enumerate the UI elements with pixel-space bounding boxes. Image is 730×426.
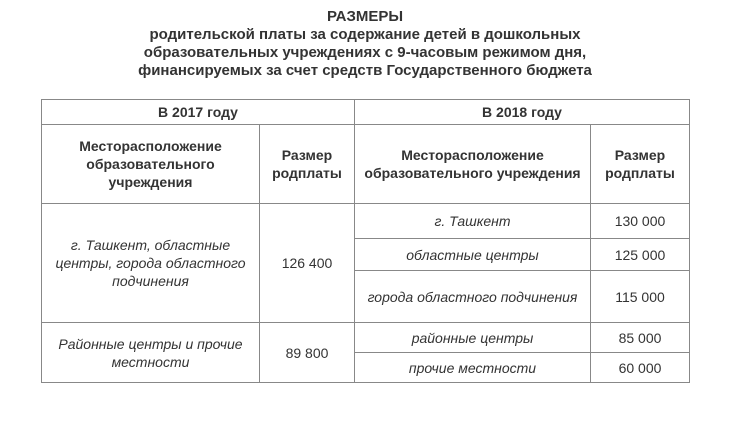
column-header-row: [42, 125, 690, 204]
location-header-2018: Месторасположение образовательного учреждения: [355, 125, 591, 204]
year-header-row: [42, 100, 690, 125]
fee-header-2018: Размер родплаты: [591, 125, 690, 204]
fee-2018-regional-centers: 125 000: [591, 239, 690, 271]
location-2018-regional-cities: города областного подчинения: [355, 271, 591, 323]
document-heading: [0, 8, 730, 80]
location-2018-district-centers: районные центры: [355, 323, 591, 353]
year-2018-header: В 2018 году: [355, 100, 690, 125]
location-2018-regional-centers: областные центры: [355, 239, 591, 271]
location-2018-tashkent: г. Ташкент: [355, 204, 591, 239]
year-2017-header: В 2017 году: [42, 100, 355, 125]
fee-2018-other-areas: 60 000: [591, 353, 690, 383]
location-2017-districts: Районные центры и прочие местности: [42, 323, 260, 383]
document-title: РАЗМЕРЫ: [326, 8, 404, 25]
fee-2017-cities: 126 400: [260, 204, 355, 323]
table-row: [42, 323, 690, 353]
location-2017-cities: г. Ташкент, областные центры, города областного подчинения: [42, 204, 260, 323]
document-subtitle-line-3: финансируемых за счет средств Государственного бюджета: [138, 62, 592, 79]
location-2018-other-areas: прочие местности: [355, 353, 591, 383]
location-header-2017: Месторасположение образовательного учреждения: [42, 125, 260, 204]
fee-2018-regional-cities: 115 000: [591, 271, 690, 323]
document-subtitle-line-1: родительской платы за содержание детей в дошкольных: [149, 26, 581, 43]
fee-header-2017: Размер родплаты: [260, 125, 355, 204]
table-row: [42, 204, 690, 239]
fee-2017-districts: 89 800: [260, 323, 355, 383]
fee-2018-district-centers: 85 000: [591, 323, 690, 353]
document-subtitle-line-2: образовательных учреждениях с 9-часовым режимом дня,: [143, 44, 587, 61]
fee-2018-tashkent: 130 000: [591, 204, 690, 239]
fees-table: [41, 99, 690, 383]
